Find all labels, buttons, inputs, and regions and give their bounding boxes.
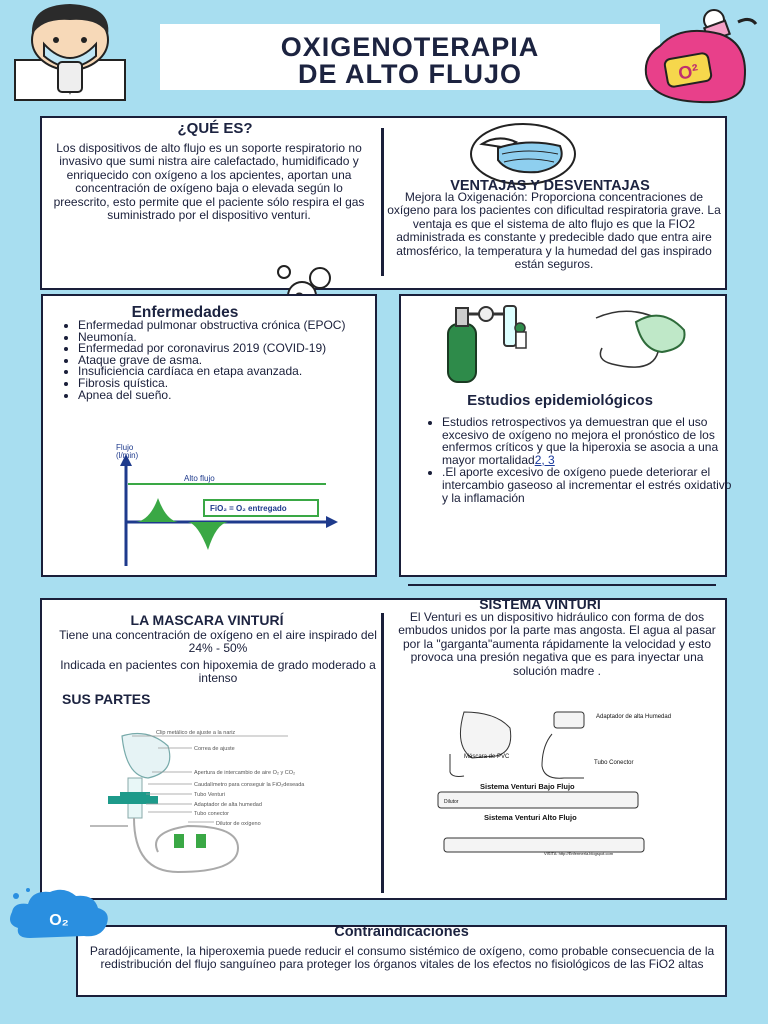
enfermedades-heading: Enfermedades [131, 304, 239, 321]
flow-diagram [108, 442, 340, 572]
oxygen-cylinder-icon [438, 298, 542, 384]
venturi-system-diagram [424, 706, 672, 856]
sistema-heading: SISTEMA VINTURI [479, 596, 601, 612]
label-bajo-flujo: Sistema Venturi Bajo Flujo [480, 782, 575, 791]
mascara-heading: LA MASCARA VINTURÍ [130, 612, 284, 628]
part-label: Tubo conector [194, 811, 229, 817]
divider-vertical [381, 128, 384, 276]
mascara-body-1: Tiene una concentración de oxígeno en el aire inspirado del 24% - 50% [59, 628, 377, 656]
list-item: • Ataque grave de asma. [78, 355, 368, 367]
contraindicaciones-body: Paradójicamente, la hiperoxemia puede reducir el consumo sistémico de oxígeno, como probable consecuencia de la redistribución del flujo sanguíneo para proteger los órganos vitales de los efectos no fisiológicos de las FiO2 altas [89, 944, 715, 972]
part-label: Tubo Venturi [194, 792, 225, 798]
oxygen-tank-icon [640, 4, 762, 104]
list-item: • Fibrosis quística. [78, 378, 368, 390]
list-item: • .El aporte excesivo de oxígeno puede deteriorar el intercambio gaseoso al incrementar el estrés oxidativo y la inflamación [442, 466, 732, 504]
list-item: • Enfermedad por coronavirus 2019 (COVID-19) [78, 343, 368, 355]
title-banner [160, 24, 660, 90]
tank-label: O² [676, 60, 700, 84]
part-label: Apertura de intercambio de aire O₂ y CO₂ [194, 770, 296, 776]
part-label: Caudalímetro para conseguir la FiO₂deseada [194, 782, 305, 788]
title-line-2: DE ALTO FLUJO [297, 59, 522, 89]
diagram-credit: VISITA: http://Enfermeria.blogspot.com [544, 851, 614, 856]
divider-vertical [381, 613, 384, 893]
mascara-body-2: Indicada en pacientes con hipoxemia de grado moderado a intenso [60, 658, 376, 686]
part-label: Clip metálico de ajuste a la nariz [156, 730, 236, 736]
venturi-mask-parts-diagram [88, 722, 360, 890]
part-label: Adaptador de alta humedad [194, 802, 262, 808]
part-label: Dilutor de oxígeno [216, 821, 261, 827]
que-es-body: Los dispositivos de alto flujo es un soporte respiratorio no invasivo que sumi nistra aire calefactado, humidificado y enriquecido con oxígeno a los apcientes, aportan una concentración de oxígeno baja o elevada según lo preescrito, esto permite que el paciente sólo respira el gas suministrado por el dispositivo venturi. [53, 141, 365, 223]
o2-cloud-icon [4, 884, 114, 944]
divider-horizontal [408, 584, 716, 586]
que-es-heading: ¿QUÉ ES? [177, 120, 253, 137]
nasal-mask-icon [592, 304, 692, 376]
estudios-heading: Estudios epidemiológicos [467, 392, 653, 409]
part-label: Correa de ajuste [194, 746, 235, 752]
reference-link[interactable]: 2, 3 [534, 452, 555, 467]
chart-ylabel-2: (l/min) [116, 451, 139, 460]
title-line-1: OXIGENOTERAPIA [280, 32, 540, 62]
estudios-list [424, 416, 732, 504]
label-mascara: Máscara de PVC [464, 754, 510, 760]
sistema-body: El Venturi es un dispositivo hidráulico con forma de dos embudos unidos por la parte mas angosta. El agua al pasar por la "garganta"aumenta rápidamente la velocidad y esto provoca una presión negativa que es para inyectar una solución madre . [398, 610, 716, 678]
label-adaptador: Adaptador de alta Humedad [596, 714, 672, 720]
alto-flujo-label: Alto flujo [184, 474, 215, 483]
list-item: • Enfermedad pulmonar obstructiva crónica (EPOC) [78, 320, 368, 332]
fio2-label: FiO₂ = O₂ entregado [210, 504, 287, 513]
enfermedades-list [60, 320, 368, 401]
cloud-label: O₂ [49, 912, 69, 929]
sus-partes-heading: SUS PARTES [62, 691, 151, 707]
ventajas-body: Mejora la Oxigenación: Proporciona concentraciones de oxígeno para los pacientes con dificultad respiratoria grave. La ventaja es que el sistema de alto flujo es que la FIO2 administrada es constante y predecible dado que entra aire atmosférico, la temperatura y la humedad del gas inspirado están seguros. [387, 190, 721, 272]
face-mask-icon [468, 118, 578, 184]
list-item: • Apnea del sueño. [78, 390, 368, 402]
contraindicaciones-heading: Contraindicaciones [334, 924, 469, 940]
doctor-illustration [0, 0, 140, 100]
label-tubo: Tubo Conector [594, 760, 634, 766]
label-dilutor: Dilutor [444, 799, 459, 805]
chart-ylabel-1: Flujo [116, 443, 134, 452]
list-item: • Neumonía. [78, 332, 368, 344]
ventajas-heading: VENTAJAS Y DESVENTAJAS [450, 178, 650, 194]
list-item: • Estudios retrospectivos ya demuestran que el uso excesivo de oxígeno no mejora el pronóstico de los enfermos críticos y que la hiperoxia se asocia a una mayor mortalidad2, 3 [442, 416, 732, 466]
list-item: • Insuficiencia cardíaca en etapa avanzada. [78, 366, 368, 378]
label-alto-flujo: Sistema Venturi Alto Flujo [484, 813, 577, 822]
